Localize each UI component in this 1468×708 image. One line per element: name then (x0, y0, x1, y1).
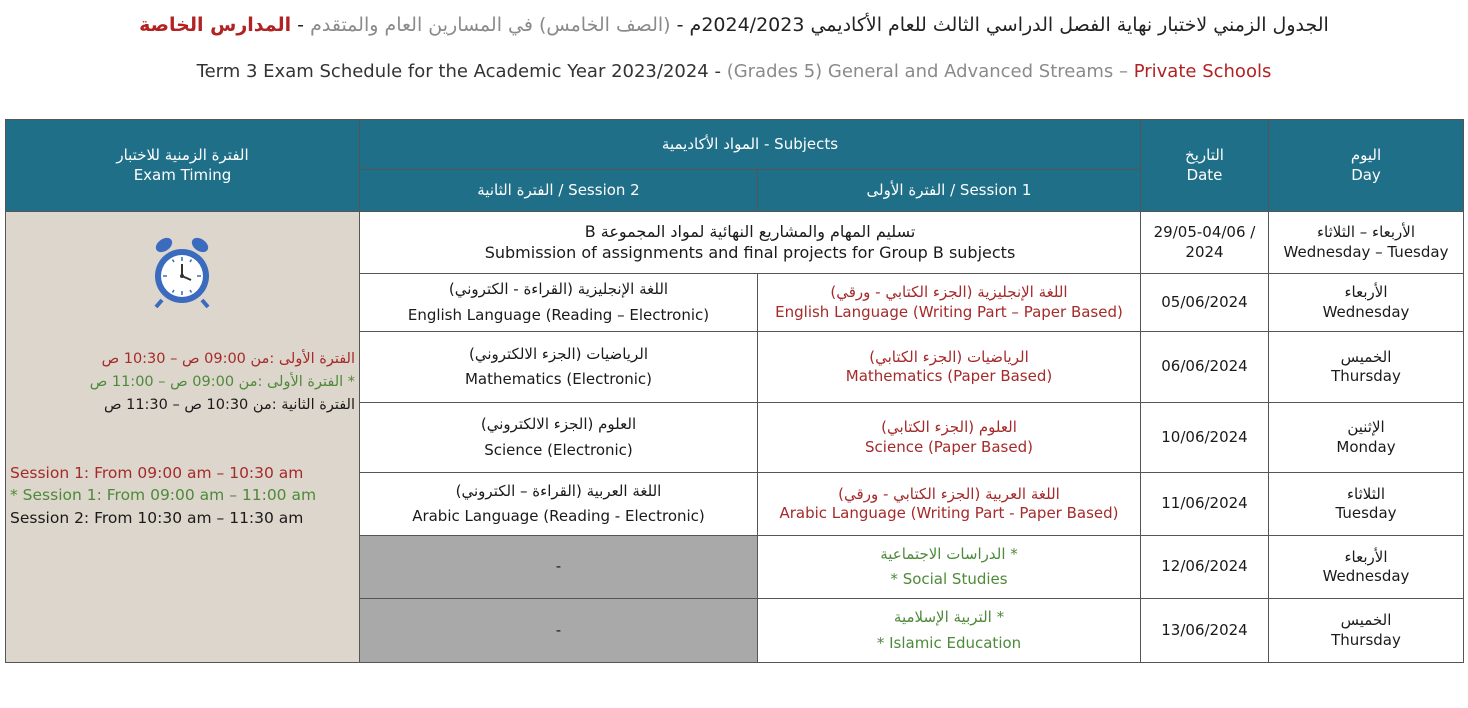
title-en-main: Term 3 Exam Schedule for the Academic Year 2023/2024 - (196, 61, 721, 82)
session1-subject-ar: اللغة الإنجليزية (الجزء الكتابي - ورقي) (830, 283, 1068, 301)
header-date-ar: التاريخ (1185, 146, 1224, 164)
header-day-en: Day (1351, 165, 1381, 184)
header-day-ar: اليوم (1350, 146, 1382, 164)
day-ar: الأربعاء – الثلاثاء (1316, 223, 1416, 241)
title-ar-private-schools: المدارس الخاصة (139, 14, 292, 36)
session2-cell (360, 403, 758, 473)
timing-ar-session1-star: * الفترة الأولى :من 09:00 ص – 11:00 ص (89, 374, 355, 391)
day-ar: الخميس (1340, 611, 1392, 629)
day-en: Thursday (1331, 367, 1401, 385)
timing-ar-session2: الفترة الثانية :من 10:30 ص – 11:30 ص (103, 397, 355, 414)
session1-cell (758, 599, 1141, 663)
session1-subject-ar: الرياضيات (الجزء الكتابي) (869, 347, 1029, 366)
header-day (1269, 120, 1464, 212)
header-exam-timing (6, 120, 360, 212)
session1-cell (758, 332, 1141, 403)
session2-empty-cell: - (360, 536, 758, 599)
date-cell: 12/06/2024 (1141, 536, 1269, 599)
group-b-submission-en: Submission of assignments and final projects for Group B subjects (484, 242, 1016, 262)
day-cell (1269, 599, 1464, 663)
page-title-english (0, 61, 1468, 82)
session1-subject-en: * Social Studies (890, 570, 1008, 588)
header-session-1: الفترة الأولى / Session 1 (758, 170, 1141, 212)
session1-cell (758, 536, 1141, 599)
date-cell: 11/06/2024 (1141, 473, 1269, 536)
timing-en-session2: Session 2: From 10:30 am – 11:30 am (10, 508, 304, 527)
day-en: Monday (1336, 437, 1396, 456)
session1-subject-en: Arabic Language (Writing Part - Paper Based) (779, 504, 1119, 522)
header-date-en: Date (1186, 165, 1223, 184)
day-en: Thursday (1331, 630, 1401, 649)
date-cell: 05/06/2024 (1141, 274, 1269, 332)
timing-arabic (1, 348, 359, 418)
group-b-submission-cell (360, 212, 1141, 274)
session2-subject-en: Arabic Language (Reading - Electronic) (412, 507, 705, 525)
day-en: Wednesday (1322, 567, 1410, 585)
title-ar-grades: (الصف الخامس) في المسارين العام والمتقدم (310, 14, 671, 36)
session2-cell (360, 473, 758, 536)
date-range-line2: 2024 (1185, 242, 1224, 261)
timing-english (6, 462, 364, 529)
date-cell: 10/06/2024 (1141, 403, 1269, 473)
date-cell: 06/06/2024 (1141, 332, 1269, 403)
day-en: Wednesday (1322, 302, 1410, 321)
day-ar: الإثنين (1347, 418, 1385, 436)
timing-en-session1-star: * Session 1: From 09:00 am – 11:00 am (10, 486, 317, 505)
day-ar: الخميس (1340, 347, 1392, 366)
date-cell: 13/06/2024 (1141, 599, 1269, 663)
session1-subject-ar: العلوم (الجزء الكتابي) (881, 418, 1017, 436)
session2-subject-ar: الرياضيات (الجزء الالكتروني) (468, 344, 648, 363)
title-ar-sep: - (291, 14, 305, 36)
day-en: Wednesday – Tuesday (1283, 242, 1449, 261)
header-date (1141, 120, 1269, 212)
session2-subject-en: Mathematics (Electronic) (464, 370, 653, 388)
exam-schedule-table (5, 119, 1464, 663)
session1-subject-ar: * التربية الإسلامية (893, 608, 1005, 626)
date-cell (1141, 212, 1269, 274)
day-cell (1269, 536, 1464, 599)
header-exam-timing-en: Exam Timing (133, 165, 232, 184)
page-title-arabic (0, 14, 1468, 36)
day-cell (1269, 473, 1464, 536)
session1-subject-en: Science (Paper Based) (865, 437, 1033, 456)
timing-ar-session1: الفترة الأولى :من 09:00 ص – 10:30 ص (101, 351, 355, 367)
session2-subject-en: English Language (Reading – Electronic) (407, 305, 710, 324)
title-en-grades: (Grades 5) General and Advanced Streams – (720, 61, 1134, 82)
day-ar: الأربعاء (1344, 547, 1388, 566)
day-ar: الأربعاء (1344, 283, 1388, 301)
session2-subject-ar: العلوم (الجزء الالكتروني) (480, 415, 637, 433)
session1-subject-en: Mathematics (Paper Based) (845, 367, 1053, 385)
day-en: Tuesday (1335, 504, 1397, 522)
exam-timing-cell (6, 212, 360, 663)
header-subjects: المواد الأكاديمية - Subjects (360, 120, 1141, 170)
session2-subject-ar: اللغة الإنجليزية (القراءة - الكتروني) (448, 280, 669, 298)
title-en-private-schools: Private Schools (1133, 61, 1272, 82)
date-range-line1: 29/05-04/06 / (1153, 223, 1256, 241)
day-cell (1269, 274, 1464, 332)
header-session-2: الفترة الثانية / Session 2 (360, 170, 758, 212)
session1-cell (758, 403, 1141, 473)
header-exam-timing-ar: الفترة الزمنية للاختبار (116, 146, 249, 164)
session1-cell (758, 473, 1141, 536)
session2-cell (360, 274, 758, 332)
session1-subject-en: * Islamic Education (876, 633, 1022, 652)
session1-subject-ar: اللغة العربية (الجزء الكتابي - ورقي) (838, 484, 1060, 503)
timing-en-session1: Session 1: From 09:00 am – 10:30 am (10, 464, 304, 482)
group-b-submission-ar: تسليم المهام والمشاريع النهائية لمواد المجموعة B (584, 221, 916, 241)
alarm-clock-icon (150, 236, 214, 308)
session2-empty-cell: - (360, 599, 758, 663)
session2-cell (360, 332, 758, 403)
session2-subject-en: Science (Electronic) (484, 440, 633, 459)
day-cell (1269, 212, 1464, 274)
day-ar: الثلاثاء (1346, 484, 1385, 503)
session2-subject-ar: اللغة العربية (القراءة – الكتروني) (455, 481, 662, 500)
title-ar-main: الجدول الزمني لاختبار نهاية الفصل الدراسي الثالث للعام الأكاديمي 2024/2023م - (676, 14, 1329, 36)
day-cell (1269, 403, 1464, 473)
session1-subject-ar: * الدراسات الاجتماعية (880, 544, 1018, 563)
table-row (6, 212, 1464, 274)
session1-subject-en: English Language (Writing Part – Paper Based) (775, 302, 1123, 321)
day-cell (1269, 332, 1464, 403)
session1-cell (758, 274, 1141, 332)
